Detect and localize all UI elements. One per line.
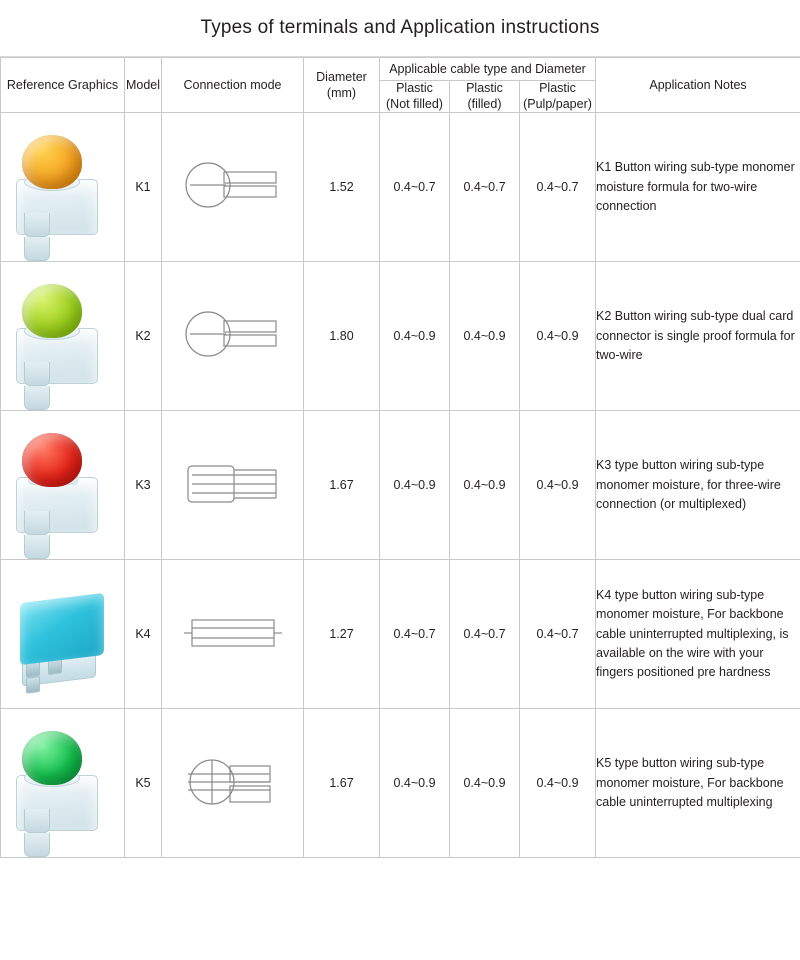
plastic-filled-cell: 0.4~0.7 <box>450 560 520 709</box>
col-header-diameter-unit: (mm) <box>326 86 357 101</box>
connection-diagram-cell-k2 <box>162 262 304 411</box>
col-header-plastic-not-filled <box>380 81 450 113</box>
product-photo-k5 <box>4 713 122 853</box>
connection-diagram-cell-k5 <box>162 709 304 858</box>
col-header-applicable-cable-group: Applicable cable type and Diameter <box>380 58 596 81</box>
col-header-diameter-label: Diameter <box>316 69 367 84</box>
plastic-filled-cell: 0.4~0.9 <box>450 411 520 560</box>
header-row-group <box>1 58 800 81</box>
plastic-pulp-label: Plastic <box>539 81 576 95</box>
plastic-pulp-cell: 0.4~0.9 <box>520 709 596 858</box>
product-photo-cell-k3 <box>1 411 125 560</box>
connector-cap-red <box>22 433 82 487</box>
plastic-pulp-cell: 0.4~0.9 <box>520 411 596 560</box>
col-header-connection-mode: Connection mode <box>162 58 304 113</box>
terminal-spec-table <box>0 57 800 858</box>
connector-legs <box>24 213 90 241</box>
product-photo-k1 <box>4 117 122 257</box>
product-photo-cell-k5 <box>1 709 125 858</box>
diagram-round-head-two-wire <box>178 152 288 222</box>
diagram-rect-three-wire <box>178 450 288 520</box>
table-row <box>1 262 800 411</box>
model-cell: K4 <box>125 560 162 709</box>
application-notes-cell: K2 Button wiring sub-type dual card connector is single proof formula for two-wire <box>596 262 800 411</box>
connector-cap-orange <box>22 135 82 189</box>
model-cell: K3 <box>125 411 162 560</box>
plastic-not-filled-sub: (Not filled) <box>386 96 443 111</box>
application-notes-cell: K3 type button wiring sub-type monomer moisture, for three-wire connection (or multiplexed) <box>596 411 800 560</box>
connector-legs <box>24 362 90 390</box>
plastic-pulp-cell: 0.4~0.7 <box>520 560 596 709</box>
connector-cap-green <box>22 731 82 785</box>
diameter-cell: 1.52 <box>304 113 380 262</box>
plastic-filled-cell: 0.4~0.7 <box>450 113 520 262</box>
connector-body-blue <box>20 593 104 665</box>
col-header-plastic-filled <box>450 81 520 113</box>
plastic-filled-sub: (filled) <box>467 96 502 111</box>
diameter-cell: 1.67 <box>304 411 380 560</box>
plastic-not-filled-cell: 0.4~0.7 <box>380 113 450 262</box>
col-header-application-notes: Application Notes <box>596 58 800 113</box>
diagram-rect-through-wire <box>178 604 288 664</box>
col-header-plastic-pulp <box>520 81 596 113</box>
page-header <box>0 0 800 57</box>
connector-legs <box>24 511 90 539</box>
plastic-not-filled-cell: 0.4~0.7 <box>380 560 450 709</box>
plastic-filled-cell: 0.4~0.9 <box>450 709 520 858</box>
table-row <box>1 113 800 262</box>
plastic-pulp-sub: (Pulp/paper) <box>523 96 592 111</box>
connection-diagram-cell-k3 <box>162 411 304 560</box>
col-header-reference-graphics: Reference Graphics <box>1 58 125 113</box>
connector-cap-green-yellow <box>22 284 82 338</box>
plastic-filled-cell: 0.4~0.9 <box>450 262 520 411</box>
product-photo-cell-k4 <box>1 560 125 709</box>
diagram-round-grid-multi <box>178 748 288 818</box>
connection-diagram-cell-k4 <box>162 560 304 709</box>
application-notes-cell: K5 type button wiring sub-type monomer moisture, For backbone cable uninterrupted multiplexing <box>596 709 800 858</box>
plastic-not-filled-cell: 0.4~0.9 <box>380 262 450 411</box>
product-photo-k4 <box>4 564 122 704</box>
table-row <box>1 709 800 858</box>
table-header <box>1 58 800 113</box>
diameter-cell: 1.80 <box>304 262 380 411</box>
diameter-cell: 1.67 <box>304 709 380 858</box>
table-row <box>1 411 800 560</box>
product-photo-cell-k2 <box>1 262 125 411</box>
application-notes-cell: K4 type button wiring sub-type monomer moisture, For backbone cable uninterrupted multiplexing, is available on the wire with your fingers positioned pre hardness <box>596 560 800 709</box>
plastic-pulp-cell: 0.4~0.9 <box>520 262 596 411</box>
product-photo-k2 <box>4 266 122 406</box>
plastic-pulp-cell: 0.4~0.7 <box>520 113 596 262</box>
application-notes-cell: K1 Button wiring sub-type monomer moisture formula for two-wire connection <box>596 113 800 262</box>
col-header-diameter <box>304 58 380 113</box>
diagram-round-head-two-wire <box>178 301 288 371</box>
plastic-not-filled-cell: 0.4~0.9 <box>380 709 450 858</box>
connection-diagram-cell-k1 <box>162 113 304 262</box>
product-photo-k3 <box>4 415 122 555</box>
product-photo-cell-k1 <box>1 113 125 262</box>
plastic-not-filled-cell: 0.4~0.9 <box>380 411 450 560</box>
connector-legs <box>24 809 90 837</box>
model-cell: K5 <box>125 709 162 858</box>
diameter-cell: 1.27 <box>304 560 380 709</box>
col-header-model: Model <box>125 58 162 113</box>
model-cell: K1 <box>125 113 162 262</box>
plastic-not-filled-label: Plastic <box>396 81 433 95</box>
table-body <box>1 113 800 858</box>
page-title: Types of terminals and Application instructions <box>200 17 600 38</box>
table-row <box>1 560 800 709</box>
model-cell: K2 <box>125 262 162 411</box>
plastic-filled-label: Plastic <box>466 81 503 95</box>
